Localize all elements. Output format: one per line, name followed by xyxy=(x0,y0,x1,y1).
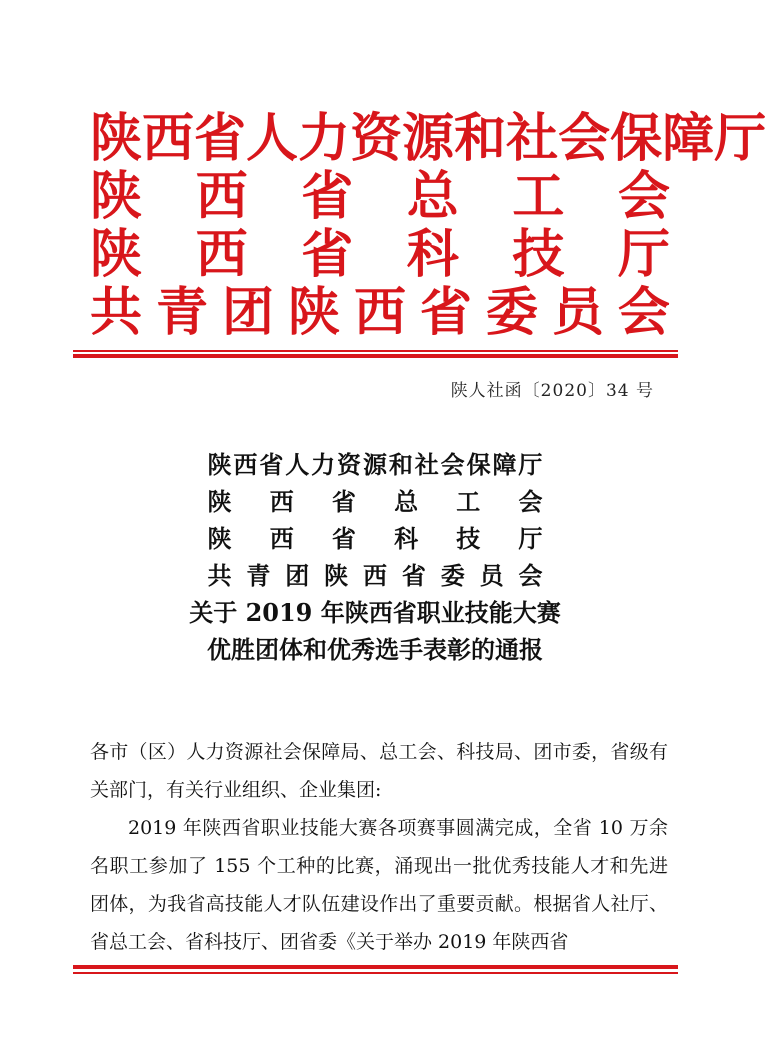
org-name-char: 员 xyxy=(479,561,504,590)
org-name-char: 厅 xyxy=(714,108,766,169)
org-name-char: 西 xyxy=(353,282,406,343)
org-name-char: 和 xyxy=(388,450,413,479)
title-org-science xyxy=(208,520,543,557)
org-name-char: 保 xyxy=(466,450,491,479)
org-name-char: 团 xyxy=(285,561,310,590)
org-name-char: 保 xyxy=(610,108,663,169)
masthead-line-youth-league xyxy=(90,284,670,342)
org-name-char: 源 xyxy=(402,108,455,169)
org-name-char: 省 xyxy=(331,487,356,516)
org-name-char: 陕 xyxy=(207,524,232,553)
org-name-char: 工 xyxy=(512,166,565,227)
title-org-youth-league xyxy=(208,557,543,594)
org-name-char: 省 xyxy=(401,561,426,590)
org-name-char: 西 xyxy=(363,561,387,590)
title-subject-line-1: 关于 2019 年陕西省职业技能大赛 xyxy=(189,598,561,627)
org-name-char: 会 xyxy=(440,450,465,479)
org-name-char: 共 xyxy=(90,282,143,343)
org-name-char: 省 xyxy=(259,450,284,479)
document-title xyxy=(0,446,750,668)
org-name-char: 陕 xyxy=(207,450,232,479)
org-name-char: 障 xyxy=(492,450,517,479)
org-name-char: 陕 xyxy=(287,282,340,343)
org-name-char: 陕 xyxy=(324,561,349,590)
org-name-char: 青 xyxy=(246,561,271,590)
org-name-char: 青 xyxy=(155,282,208,343)
org-name-char: 障 xyxy=(662,108,715,169)
masthead xyxy=(90,108,766,343)
org-name-char: 西 xyxy=(195,224,248,285)
org-name-char: 源 xyxy=(362,450,387,479)
org-name-char: 力 xyxy=(298,108,351,169)
title-subject-line-2: 优胜团体和优秀选手表彰的通报 xyxy=(207,635,543,664)
header-rule-thin xyxy=(73,350,678,352)
org-name-char: 人 xyxy=(246,108,299,169)
org-name-char: 社 xyxy=(414,450,439,479)
org-name-char: 科 xyxy=(406,224,459,285)
org-name-char: 西 xyxy=(195,166,248,227)
org-name-char: 委 xyxy=(485,282,538,343)
org-name-char: 社 xyxy=(506,108,559,169)
org-name-char: 技 xyxy=(512,224,565,285)
org-name-char: 会 xyxy=(518,487,543,516)
org-name-char: 西 xyxy=(269,524,294,553)
org-name-char: 员 xyxy=(551,282,604,343)
org-name-char: 省 xyxy=(301,166,354,227)
org-name-char: 西 xyxy=(142,108,195,169)
salutation: 各市（区）人力资源社会保障局、总工会、科技局、团市委，省级有关部门，有关行业组织、企业集团: xyxy=(90,741,668,801)
title-org-union xyxy=(208,483,543,520)
masthead-line-union xyxy=(90,168,670,226)
org-name-char: 省 xyxy=(331,524,356,553)
org-name-char: 技 xyxy=(456,524,481,553)
org-name-char: 厅 xyxy=(518,450,543,479)
org-name-char: 西 xyxy=(269,487,294,516)
org-name-char: 会 xyxy=(617,282,670,343)
org-name-char: 陕 xyxy=(207,487,232,516)
org-name-char: 共 xyxy=(207,561,232,590)
title-org-hrss xyxy=(208,446,543,483)
header-rule-thick xyxy=(73,354,678,358)
document-body xyxy=(90,733,668,961)
org-name-char: 科 xyxy=(394,524,419,553)
org-name-char: 陕 xyxy=(90,224,143,285)
masthead-line-science xyxy=(90,226,670,284)
org-name-char: 团 xyxy=(221,282,274,343)
org-name-char: 会 xyxy=(617,166,670,227)
footer-rule-thick xyxy=(73,965,678,969)
org-name-char: 会 xyxy=(558,108,611,169)
org-name-char: 西 xyxy=(233,450,258,479)
org-name-char: 省 xyxy=(419,282,472,343)
body-paragraph: 2019 年陕西省职业技能大赛各项赛事圆满完成，全省 10 万余名职工参加了 155 个工种的比赛，涌现出一批优秀技能人才和先进团体，为我省高技能人才队伍建设作出了重要贡献。根据省人社厅、省总工会、省科技厅、团省委《关于举办 2019 年陕西省 xyxy=(90,817,668,953)
org-name-char: 总 xyxy=(406,166,459,227)
org-name-char: 资 xyxy=(337,450,362,479)
org-name-char: 工 xyxy=(456,487,481,516)
org-name-char: 陕 xyxy=(90,108,143,169)
document-number: 陕人社函〔2020〕34 号 xyxy=(450,381,654,401)
org-name-char: 总 xyxy=(394,487,419,516)
masthead-line-hrss xyxy=(90,108,766,169)
org-name-char: 厅 xyxy=(617,224,670,285)
org-name-char: 委 xyxy=(440,561,465,590)
org-name-char: 省 xyxy=(194,108,247,169)
footer-rule-thin xyxy=(73,972,678,974)
org-name-char: 人 xyxy=(285,450,310,479)
org-name-char: 资 xyxy=(350,108,403,169)
org-name-char: 省 xyxy=(301,224,354,285)
org-name-char: 厅 xyxy=(518,524,543,553)
org-name-char: 力 xyxy=(311,450,336,479)
org-name-char: 和 xyxy=(454,108,507,169)
org-name-char: 陕 xyxy=(90,166,143,227)
org-name-char: 会 xyxy=(518,561,543,590)
